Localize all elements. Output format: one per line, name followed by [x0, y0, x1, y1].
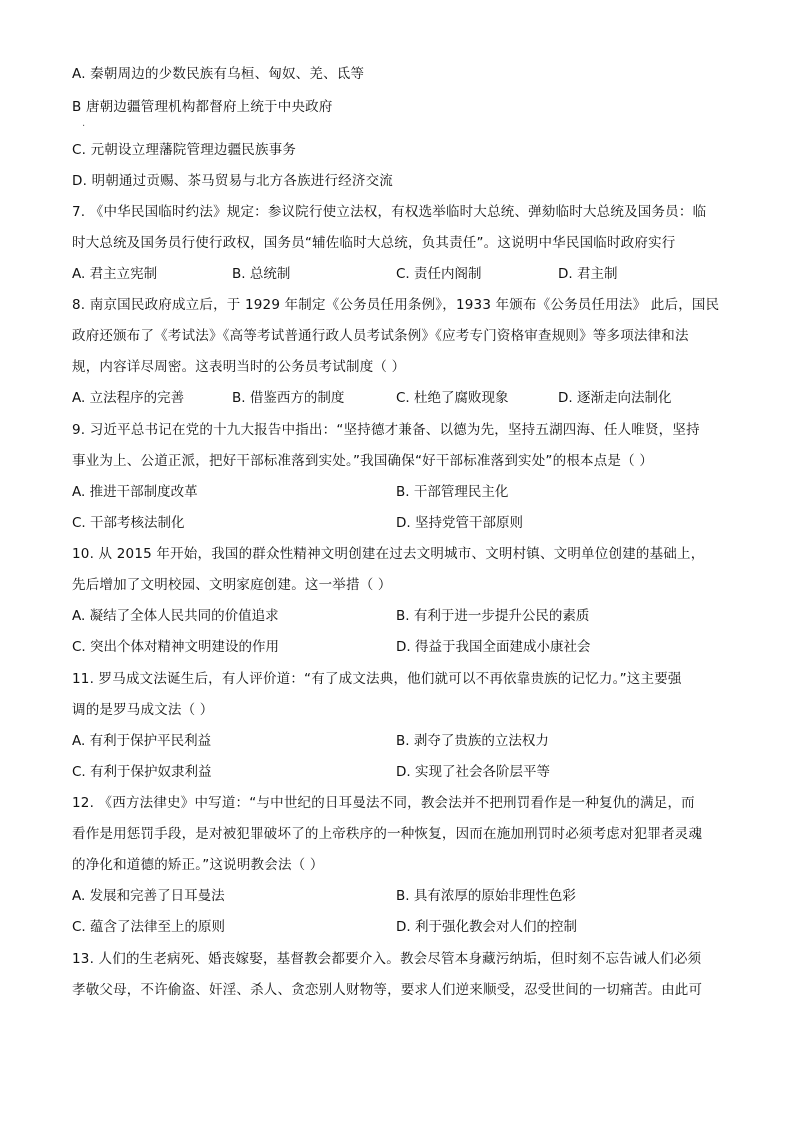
q12-option-d: D. 利于强化教会对人们的控制 — [396, 919, 577, 935]
q9-stem-line1: 9. 习近平总书记在党的十九大报告中指出：“坚持德才兼备、以德为先，坚持五湖四海、任人唯贤，坚持 — [72, 422, 700, 438]
q12-option-a: A. 发展和完善了日耳曼法 — [72, 888, 225, 904]
q12-option-c: C. 蕴含了法律至上的原则 — [72, 919, 226, 935]
q8-option-d: D. 逐渐走向法制化 — [558, 390, 672, 406]
q12-stem-line1: 12. 《西方法律史》中写道：“与中世纪的日耳曼法不同，教会法并不把刑罚看作是一种复仇的满足，而 — [72, 795, 695, 811]
q10-option-b: B. 有利于进一步提升公民的素质 — [396, 608, 590, 624]
q10-option-c: C. 突出个体对精神文明建设的作用 — [72, 639, 280, 655]
q6-option-d: D. 明朝通过贡赐、茶马贸易与北方各族进行经济交流 — [72, 173, 393, 189]
q11-option-c: C. 有利于保护奴隶利益 — [72, 764, 212, 780]
q7-option-d: D. 君主制 — [558, 266, 618, 282]
q9-option-d: D. 坚持党管干部原则 — [396, 515, 523, 531]
q9-stem-line2: 事业为上、公道正派，把好干部标准落到实处。”我国确保“好干部标准落到实处”的根本点是（ ） — [72, 453, 654, 469]
q9-option-b: B. 干部管理民主化 — [396, 484, 509, 500]
q7-stem-line2: 时大总统及国务员行使行政权，国务员“辅佐临时大总统，负其责任”。这说明中华民国临时政府实行 — [72, 235, 676, 251]
q8-stem-line1: 8. 南京国民政府成立后，于 1929 年制定《公务员任用条例》，1933 年颁布《公务员任用法》 此后，国民 — [72, 297, 720, 313]
q10-option-d: D. 得益于我国全面建成小康社会 — [396, 639, 591, 655]
q10-stem-line1: 10. 从 2015 年开始，我国的群众性精神文明创建在过去文明城市、文明村镇、文明单位创建的基础上， — [72, 546, 705, 562]
q13-stem-line2: 孝敬父母，不许偷盗、奸淫、杀人、贪恋别人财物等，要求人们逆来顺受，忍受世间的一切痛苦。由此可 — [72, 982, 703, 998]
q13-stem-line1: 13. 人们的生老病死、婚丧嫁娶，基督教会都要介入。教会尽管本身藏污纳垢，但时刻不忘告诫人们必须 — [72, 951, 702, 967]
q10-stem-line2: 先后增加了文明校园、文明家庭创建。这一举措（ ） — [72, 577, 392, 593]
q12-stem-line2: 看作是用惩罚手段，是对被犯罪破坏了的上帝秩序的一种恢复，因而在施加刑罚时必须考虑对犯罪者灵魂 — [72, 826, 703, 842]
q6-option-b: B 唐朝边疆管理机构都督府上统于中央政府 — [72, 99, 333, 115]
q11-option-d: D. 实现了社会各阶层平等 — [396, 764, 550, 780]
q9-option-c: C. 干部考核法制化 — [72, 515, 185, 531]
q6-option-a: A. 秦朝周边的少数民族有乌桓、匈奴、羌、氐等 — [72, 66, 365, 82]
q10-option-a: A. 凝结了全体人民共同的价值追求 — [72, 608, 279, 624]
q11-option-a: A. 有利于保护平民利益 — [72, 733, 212, 749]
q8-option-c: C. 杜绝了腐败现象 — [396, 390, 509, 406]
q8-option-b: B. 借鉴西方的制度 — [232, 390, 345, 406]
q7-stem-line1: 7. 《中华民国临时约法》规定：参议院行使立法权，有权选举临时大总统、弹劾临时大总统及国务员：临 — [72, 204, 707, 220]
q11-stem-line1: 11. 罗马成文法诞生后，有人评价道：“有了成文法典，他们就可以不再依靠贵族的记忆力。”这主要强 — [72, 671, 682, 687]
q12-stem-line3: 的净化和道德的矫正。”这说明教会法（ ） — [72, 857, 324, 873]
q7-option-c: C. 责任内阁制 — [396, 266, 482, 282]
stray-mark: . — [82, 118, 86, 129]
q11-stem-line2: 调的是罗马成文法（ ） — [72, 702, 214, 718]
q8-stem-line3: 规，内容详尽周密。这表明当时的公务员考试制度（ ） — [72, 359, 406, 375]
q7-option-b: B. 总统制 — [232, 266, 291, 282]
q12-option-b: B. 具有浓厚的原始非理性色彩 — [396, 888, 576, 904]
q8-stem-line2: 政府还颁布了《考试法》《高等考试普通行政人员考试条例》《应考专门资格审查规则》等多项法律和法 — [72, 328, 689, 344]
q9-option-a: A. 推进干部制度改革 — [72, 484, 198, 500]
q7-option-a: A. 君主立宪制 — [72, 266, 158, 282]
q11-option-b: B. 剥夺了贵族的立法权力 — [396, 733, 549, 749]
q6-option-c: C. 元朝设立理藩院管理边疆民族事务 — [72, 142, 297, 158]
q8-option-a: A. 立法程序的完善 — [72, 390, 185, 406]
